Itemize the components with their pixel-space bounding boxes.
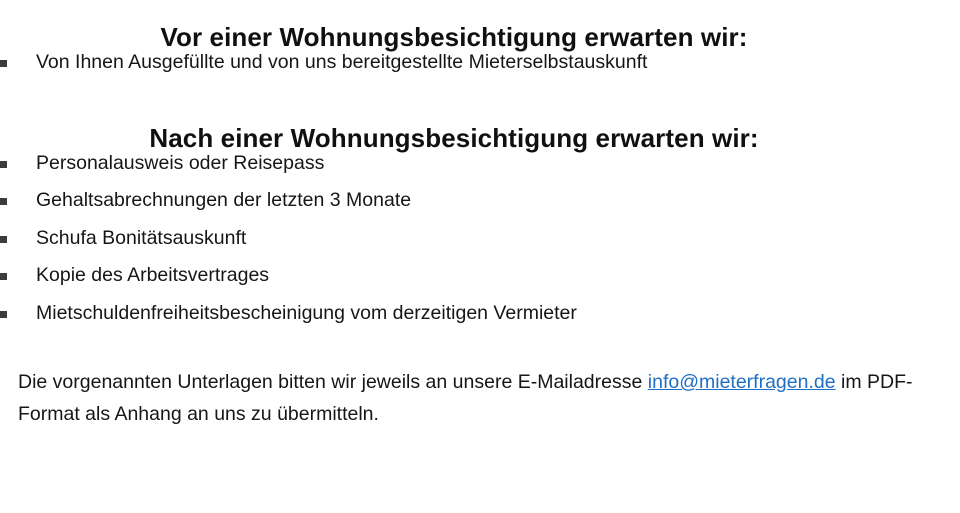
list-item (0, 266, 960, 286)
bullet-square-icon (0, 236, 7, 243)
list-after-viewing (0, 151, 960, 324)
heading-before-viewing: Vor einer Wohnungsbesichtigung erwarten wir: (160, 22, 748, 52)
bullet-square-icon (0, 273, 7, 280)
list-item (0, 301, 960, 324)
list-before-viewing (0, 53, 960, 73)
bullet-square-icon (0, 198, 7, 205)
section-spacer (0, 73, 960, 123)
bullet-square-icon (0, 161, 7, 168)
list-item (0, 151, 960, 174)
list-item-label: Von Ihnen Ausgefüllte und von uns bereitgestellte Mieterselbstauskunft (36, 51, 648, 73)
bullet-square-icon (0, 60, 7, 67)
document-page (0, 22, 960, 513)
bullet-square-icon (0, 311, 7, 318)
closing-paragraph (18, 367, 946, 430)
list-item (0, 191, 960, 211)
list-item-label: Kopie des Arbeitsvertrages (36, 264, 270, 286)
email-link[interactable]: info@mieterfragen.de (647, 371, 836, 393)
list-item (0, 53, 960, 73)
heading-after-viewing: Nach einer Wohnungsbesichtigung erwarten wir: (149, 122, 759, 153)
closing-text-before: Die vorgenannten Unterlagen bitten wir jeweils an unsere E-Mailadresse (18, 371, 648, 393)
list-item-label: Mietschuldenfreiheitsbescheinigung vom derzeitigen Vermieter (36, 301, 577, 324)
list-item (0, 226, 960, 249)
list-item-label: Schufa Bonitätsauskunft (36, 226, 247, 249)
list-item-label: Gehaltsabrechnungen der letzten 3 Monate (36, 189, 412, 211)
closing-text-after: im PDF-Format als Anhang an uns zu übermitteln. (18, 371, 913, 425)
list-item-label: Personalausweis oder Reisepass (36, 151, 325, 174)
